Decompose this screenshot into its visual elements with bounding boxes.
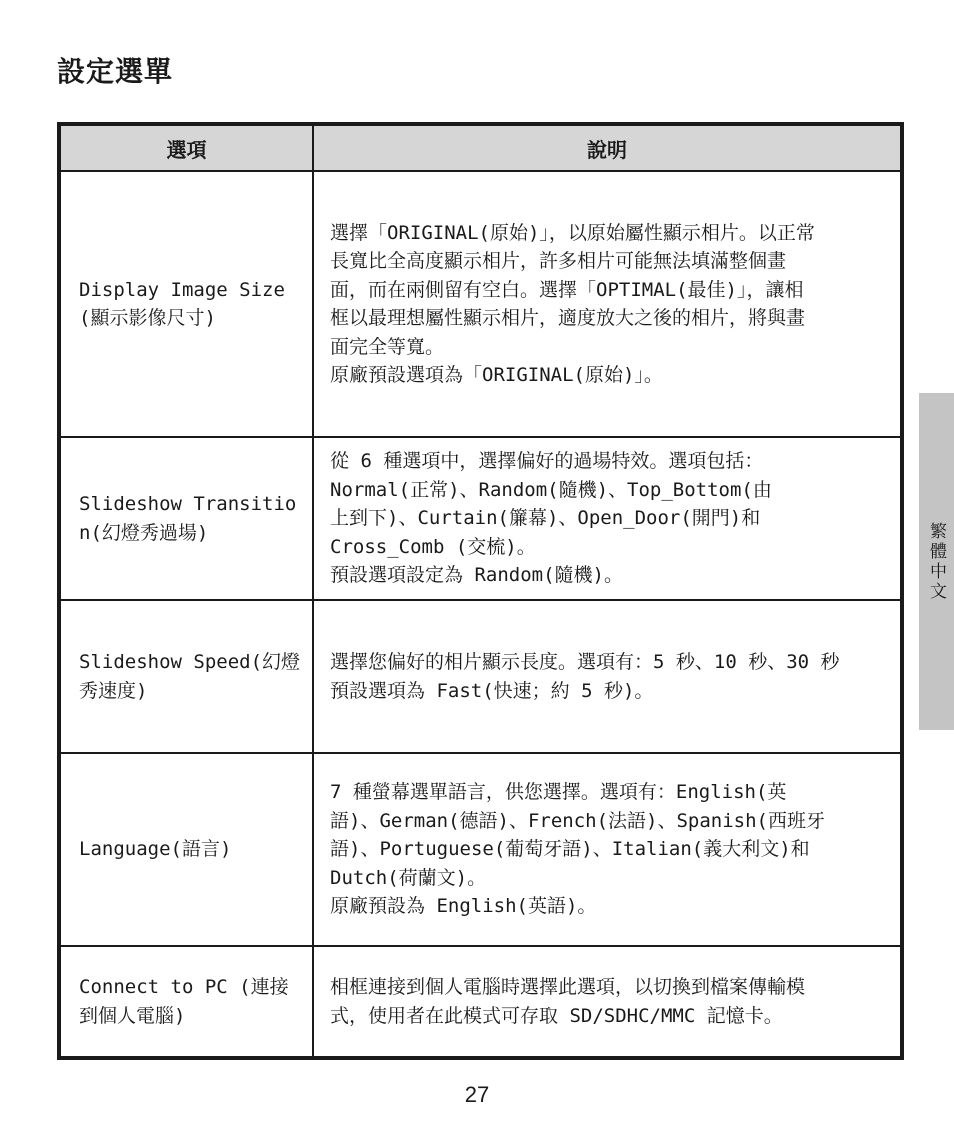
description-line: 上到下)、Curtain(簾幕)、Open_Door(開門)和 (330, 507, 761, 530)
settings-table (57, 122, 904, 1060)
description-line: 長寬比全高度顯示相片，許多相片可能無法填滿整個畫 (330, 250, 787, 272)
description-line: Cross_Comb (交梳)。 (330, 535, 536, 558)
table-row (59, 753, 902, 946)
option-cell: Connect to PC (連接到個人電腦) (59, 946, 313, 1058)
table-row (59, 946, 902, 1058)
language-side-tab (919, 393, 954, 730)
description-line: 原廠預設選項為「ORIGINAL(原始)」。 (330, 364, 663, 386)
table-header-row (59, 124, 902, 171)
table-row (59, 437, 902, 600)
table-row (59, 600, 902, 753)
option-cell: Slideshow Speed(幻燈秀速度) (59, 600, 313, 753)
description-line: 選擇「ORIGINAL(原始)」，以原始屬性顯示相片。以正常 (330, 221, 815, 244)
description-line: 框以最理想屬性顯示相片，適度放大之後的相片，將與畫 (330, 307, 806, 329)
description-line: 語)、Portuguese(葡萄牙語)、Italian(義大利文)和 (330, 838, 810, 861)
description-line: 選擇您偏好的相片顯示長度。選項有：5 秒、10 秒、30 秒 (330, 651, 840, 673)
description-cell (313, 946, 902, 1058)
side-tab-label: 繁體中文 (926, 521, 946, 602)
description-cell (313, 437, 902, 600)
table-row (59, 171, 902, 437)
description-line: 7 種螢幕選單語言，供您選擇。選項有：English(英 (330, 781, 787, 804)
description-line: 式，使用者在此模式可存取 SD/SDHC/MMC 記憶卡。 (330, 1004, 783, 1027)
description-line: 原廠預設為 English(英語)。 (330, 895, 597, 918)
description-cell (313, 753, 902, 946)
description-line: 面，而在兩側留有空白。選擇「OPTIMAL(最佳)」，讓相 (330, 278, 804, 301)
page-number: 27 (464, 1082, 490, 1107)
description-cell (313, 171, 902, 437)
header-option: 選項 (59, 124, 313, 171)
description-line: Dutch(荷蘭文)。 (330, 866, 487, 889)
page-title: 設定選單 (57, 55, 174, 88)
header-description: 說明 (313, 124, 902, 171)
description-line: 從 6 種選項中，選擇偏好的過場特效。選項包括： (330, 450, 764, 473)
description-line: 預設選項為 Fast(快速；約 5 秒)。 (330, 679, 654, 702)
description-line: 預設選項設定為 Random(隨機)。 (330, 564, 623, 587)
option-cell: Language(語言) (59, 753, 313, 946)
description-line: 語)、German(德語)、French(法語)、Spanish(西班牙 (330, 809, 825, 832)
description-line: 面完全等寬。 (330, 335, 445, 358)
description-line: 相框連接到個人電腦時選擇此選項，以切換到檔案傳輸模 (330, 976, 806, 998)
option-cell: Slideshow Transition(幻燈秀過場) (59, 437, 313, 600)
option-cell: Display Image Size(顯示影像尺寸) (59, 171, 313, 437)
description-line: Normal(正常)、Random(隨機)、Top_Bottom(由 (330, 478, 772, 501)
description-cell (313, 600, 902, 753)
